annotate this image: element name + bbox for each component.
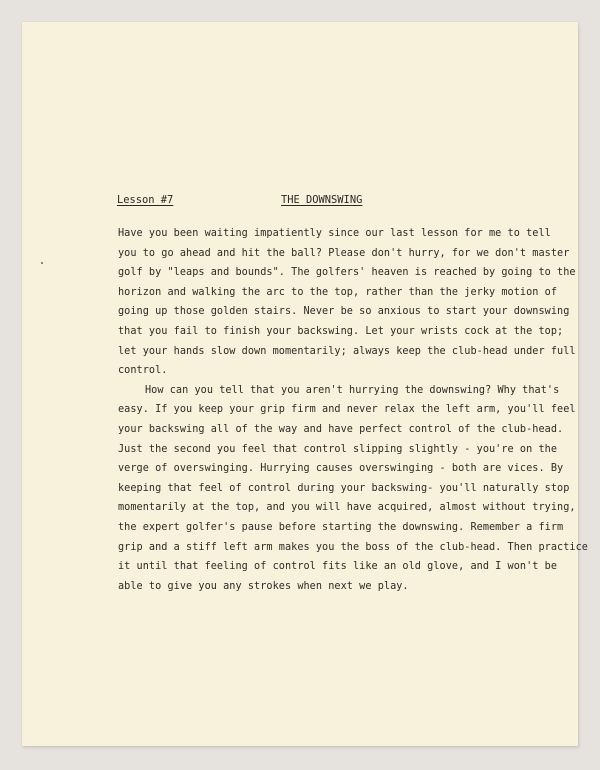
lesson-number: Lesson #7 — [117, 194, 174, 206]
text-line: control. — [118, 365, 168, 377]
text-line: grip and a stiff left arm makes you the boss of the club-head. Then practice — [118, 541, 588, 553]
text-line: you to go ahead and hit the ball? Please don't hurry, for we don't master — [118, 247, 570, 259]
text-line: Have you been waiting impatiently since our last lesson for me to tell — [118, 228, 551, 239]
text-line: your backswing all of the way and have perfect control of the club-head. — [118, 423, 564, 435]
text-line: easy. If you keep your grip firm and never relax the left arm, you'll feel — [118, 404, 576, 416]
text-line: verge of overswinging. Hurrying causes overswinging - both are vices. By — [118, 463, 564, 475]
text-line: that you fail to finish your backswing. Let your wrists cock at the top; — [118, 325, 564, 337]
lesson-body — [118, 224, 588, 596]
typed-page — [22, 22, 588, 746]
text-line: horizon and walking the arc to the top, rather than the jerky motion of — [118, 286, 558, 298]
text-line: the expert golfer's pause before starting the downswing. Remember a firm — [118, 521, 564, 533]
lesson-title: THE DOWNSWING — [281, 194, 363, 206]
ink-speck — [41, 262, 43, 264]
text-line: golf by "leaps and bounds". The golfers' heaven is reached by going to the — [118, 267, 576, 279]
lesson-header — [117, 194, 557, 210]
text-line: momentarily at the top, and you will have acquired, almost without trying, — [118, 502, 576, 514]
text-line: Just the second you feel that control slipping slightly - you're on the — [118, 443, 558, 455]
text-line: it until that feeling of control fits like an old glove, and I won't be — [118, 561, 558, 573]
text-line: let your hands slow down momentarily; always keep the club-head under full — [118, 345, 576, 357]
text-line: able to give you any strokes when next we play. — [118, 580, 409, 592]
text-line: keeping that feel of control during your backswing- you'll naturally stop — [118, 482, 570, 494]
text-line: How can you tell that you aren't hurrying the downswing? Why that's — [145, 384, 560, 396]
text-line: going up those golden stairs. Never be so anxious to start your downswing — [118, 306, 570, 318]
